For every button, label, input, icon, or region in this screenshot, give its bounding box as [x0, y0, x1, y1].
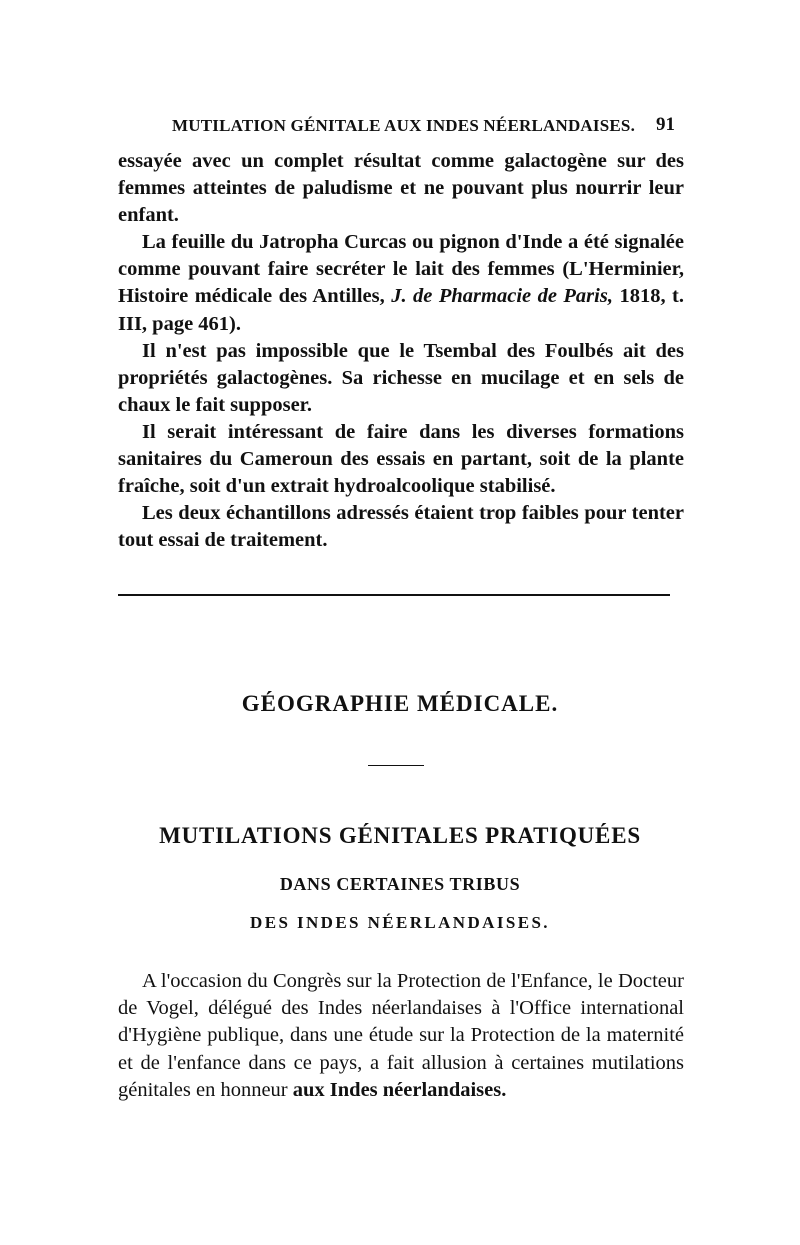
article-paragraph-text: A l'occasion du Congrès sur la Protection de l'Enfance, le Docteur de Vogel, délégué des Indes néerlandaises à l'Office international d'Hygiène publique, dans une étude sur la Protection de la maternité et de l'enfance dans ce pays, a fait allusion à certaines mutilations génitales en honneur — [118, 970, 684, 1101]
paragraph-galactogene: essayée avec un complet résultat comme galactogène sur des femmes atteintes de paludisme et ne pouvant plus nourrir leur enfant. — [118, 150, 684, 227]
section-divider — [118, 594, 670, 596]
short-divider — [368, 765, 424, 766]
article-title-line-3: DES INDES NÉERLANDAISES. — [250, 913, 550, 932]
citation-details: 1818, t. III, page 461). — [118, 285, 684, 335]
section-title: GÉOGRAPHIE MÉDICALE. — [241, 691, 559, 716]
journal-citation: J. de Pharmacie de Paris, — [391, 285, 613, 308]
article-paragraph — [118, 968, 684, 1104]
paragraph-cameroun: Il serait intéressant de faire dans les diverses formations sanitaires du Cameroun des essais en partant, soit de la plante fraîche, soit d'un extrait hydroalcoolique stabilisé. — [118, 420, 684, 498]
article-title-line-1: MUTILATIONS GÉNITALES PRATIQUÉES — [159, 823, 641, 848]
running-title: MUTILATION GÉNITALE AUX INDES NÉERLANDAISES. — [172, 116, 636, 135]
page-number: 91 — [656, 114, 675, 135]
paragraph-jatropha — [118, 229, 684, 337]
article-body — [118, 968, 684, 1104]
article-paragraph-bold: aux Indes néerlandaises. — [292, 1078, 507, 1101]
paragraph-echantillons: Les deux échantillons adressés étaient trop faibles pour tenter tout essai de traitement. — [118, 502, 684, 552]
continued-text — [118, 148, 684, 554]
jatropha-text: La feuille du Jatropha Curcas ou pignon d'Inde a été signalée comme pouvant faire secréter le lait des femmes (L'Herminier, Histoire médicale des Antilles, — [118, 231, 684, 308]
paragraph-tsembal: Il n'est pas impossible que le Tsembal des Foulbés ait des propriétés galactogènes. Sa richesse en mucilage et en sels de chaux le fait supposer. — [118, 339, 684, 416]
article-title-line-2: DANS CERTAINES TRIBUS — [279, 874, 521, 894]
